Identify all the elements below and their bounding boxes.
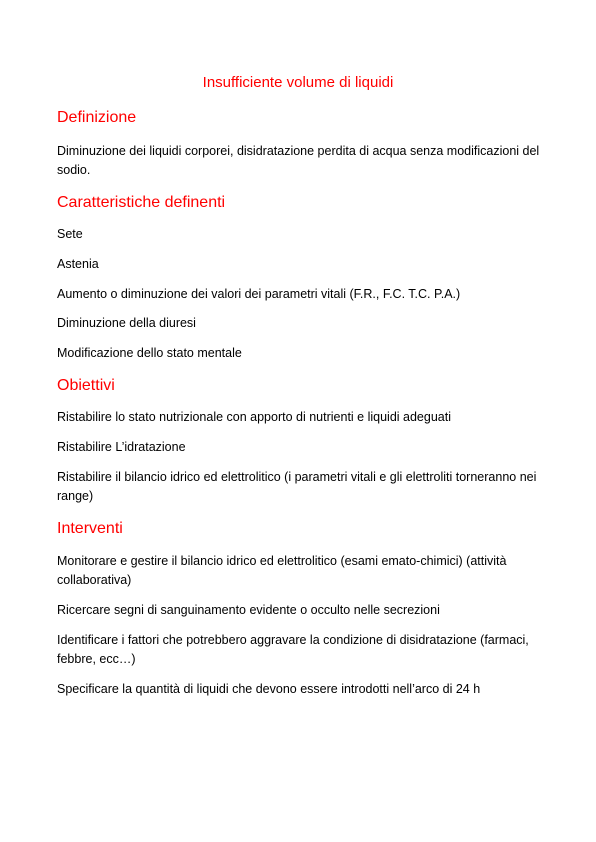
characteristic-item: Modificazione dello stato mentale <box>57 346 242 360</box>
section-heading-obiettivi: Obiettivi <box>57 377 115 394</box>
section-heading-caratteristiche: Caratteristiche definenti <box>57 194 226 211</box>
section-heading-definizione: Definizione <box>57 109 137 126</box>
intervention-item: Specificare la quantità di liquidi che devono essere introdotti nell’arco di 24 h <box>57 682 481 696</box>
objective-item: Ristabilire lo stato nutrizionale con apporto di nutrienti e liquidi adeguati <box>57 410 451 424</box>
document-title: Insufficiente volume di liquidi <box>202 74 394 91</box>
intervention-item: Identificare i fattori che potrebbero aggravare la condizione di disidratazione (farmaci, febbre, ecc…) <box>57 633 529 666</box>
characteristic-item: Astenia <box>57 257 99 271</box>
characteristic-item: Aumento o diminuzione dei valori dei parametri vitali (F.R., F.C. T.C. P.A.) <box>57 287 461 301</box>
objective-item: Ristabilire L’idratazione <box>57 440 186 454</box>
intervention-item: Ricercare segni di sanguinamento evidente o occulto nelle secrezioni <box>57 603 440 617</box>
intervention-item: Monitorare e gestire il bilancio idrico ed elettrolitico (esami emato-chimici) (attività collaborativa) <box>57 554 507 587</box>
characteristic-item: Sete <box>57 227 83 241</box>
characteristic-item: Diminuzione della diuresi <box>57 316 196 330</box>
objective-item: Ristabilire il bilancio idrico ed elettrolitico (i parametri vitali e gli elettroliti torneranno nei range) <box>57 470 537 503</box>
section-heading-interventi: Interventi <box>57 520 123 537</box>
definition-text: Diminuzione dei liquidi corporei, disidratazione perdita di acqua senza modificazioni del sodio. <box>57 144 540 177</box>
